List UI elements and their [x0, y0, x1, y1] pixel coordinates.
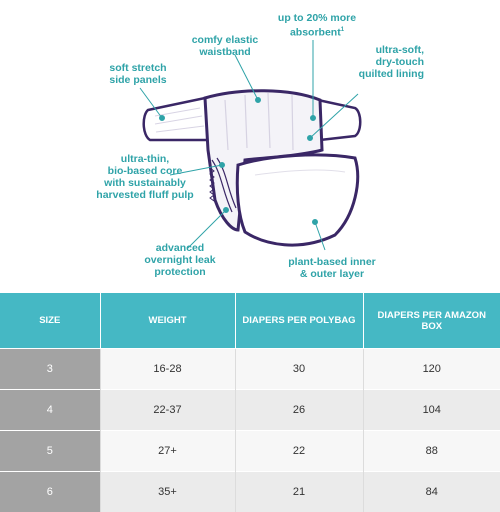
header-polybag: DIAPERS PER POLYBAG [235, 293, 363, 349]
cell-weight: 22-37 [100, 390, 235, 431]
cell-box: 88 [363, 431, 500, 472]
table-row [0, 349, 500, 390]
cell-size: 5 [0, 431, 100, 472]
cell-size: 6 [0, 472, 100, 512]
cell-weight: 27+ [100, 431, 235, 472]
callout-waistband: comfy elastic waistband [180, 34, 270, 58]
cell-weight: 16-28 [100, 349, 235, 390]
callout-outer: plant-based inner & outer layer [275, 256, 389, 280]
size-table [0, 293, 500, 512]
callout-core: ultra-thin, bio-based core with sustainably harvested fluff pulp [84, 153, 206, 201]
cell-box: 120 [363, 349, 500, 390]
cell-polybag: 30 [235, 349, 363, 390]
cell-weight: 35+ [100, 472, 235, 512]
table-row [0, 472, 500, 512]
callout-side-panels: soft stretch side panels [98, 62, 178, 86]
header-box: DIAPERS PER AMAZON BOX [363, 293, 500, 349]
callout-leak: advanced overnight leak protection [135, 242, 225, 278]
cell-polybag: 26 [235, 390, 363, 431]
cell-size: 3 [0, 349, 100, 390]
header-size: SIZE [0, 293, 100, 349]
table-header-row [0, 293, 500, 349]
cell-size: 4 [0, 390, 100, 431]
table-row [0, 431, 500, 472]
cell-polybag: 22 [235, 431, 363, 472]
cell-polybag: 21 [235, 472, 363, 512]
callout-absorbent: up to 20% more absorbent$^1$ [262, 12, 372, 39]
callout-lining: ultra-soft, dry-touch quilted lining [330, 44, 424, 80]
cell-box: 84 [363, 472, 500, 512]
header-weight: WEIGHT [100, 293, 235, 349]
cell-box: 104 [363, 390, 500, 431]
table-row [0, 390, 500, 431]
